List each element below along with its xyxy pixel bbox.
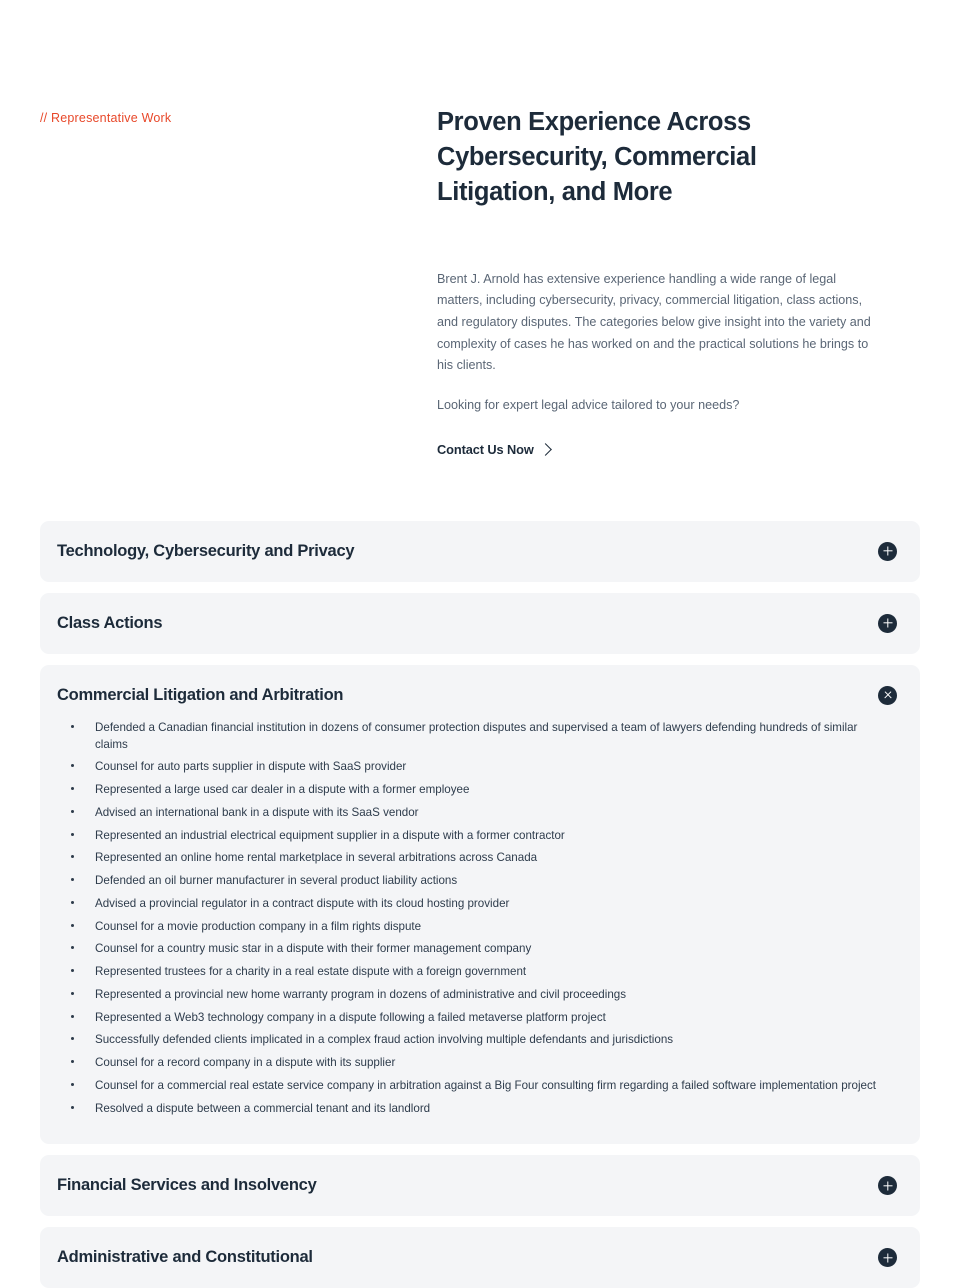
plus-icon[interactable] bbox=[878, 1248, 897, 1267]
accordion-title: Class Actions bbox=[57, 614, 162, 633]
list-item: Advised an international bank in a dispute with its SaaS vendor bbox=[57, 804, 890, 821]
intro-left-column bbox=[40, 105, 437, 459]
accordion-header[interactable] bbox=[40, 593, 920, 654]
page-title: Proven Experience Across Cybersecurity, Commercial Litigation, and More bbox=[437, 105, 867, 211]
list-item: Defended a Canadian financial institution in dozens of consumer protection disputes and supervised a team of lawyers defending hundreds of similar claims bbox=[57, 719, 890, 753]
close-icon[interactable] bbox=[878, 686, 897, 705]
accordion-item-financial-services-and-insolvency[interactable] bbox=[40, 1155, 920, 1216]
list-item: Successfully defended clients implicated in a complex fraud action involving multiple defendants and jurisdictions bbox=[57, 1031, 890, 1048]
contact-us-now-button[interactable] bbox=[437, 442, 550, 457]
case-list bbox=[57, 719, 890, 1117]
list-item: Counsel for a country music star in a dispute with their former management company bbox=[57, 940, 890, 957]
contact-us-now-label: Contact Us Now bbox=[437, 442, 534, 457]
accordion-header[interactable] bbox=[40, 665, 920, 719]
accordion-title: Administrative and Constitutional bbox=[57, 1248, 313, 1267]
plus-icon[interactable] bbox=[878, 542, 897, 561]
intro-right-column bbox=[437, 105, 920, 459]
list-item: Counsel for a movie production company in a film rights dispute bbox=[57, 918, 890, 935]
accordion-item-commercial-litigation-and-arbitration[interactable] bbox=[40, 665, 920, 1145]
list-item: Represented a large used car dealer in a dispute with a former employee bbox=[57, 781, 890, 798]
accordion-item-administrative-and-constitutional[interactable] bbox=[40, 1227, 920, 1288]
accordion-header[interactable] bbox=[40, 1155, 920, 1216]
list-item: Counsel for a commercial real estate service company in arbitration against a Big Four consulting firm regarding a failed software implementation project bbox=[57, 1077, 890, 1094]
intro-paragraph-1: Brent J. Arnold has extensive experience handling a wide range of legal matters, including cybersecurity, privacy, commercial litigation, class actions, and regulatory disputes. The categories below give insight into the variety and complexity of cases he has worked on and the practical solutions he brings to his clients. bbox=[437, 269, 880, 377]
plus-icon[interactable] bbox=[878, 1176, 897, 1195]
accordion-item-technology-cybersecurity-and-privacy[interactable] bbox=[40, 521, 920, 582]
list-item: Defended an oil burner manufacturer in several product liability actions bbox=[57, 872, 890, 889]
accordion-title: Commercial Litigation and Arbitration bbox=[57, 686, 343, 705]
list-item: Counsel for a record company in a dispute with its supplier bbox=[57, 1054, 890, 1071]
accordion-item-class-actions[interactable] bbox=[40, 593, 920, 654]
accordion-header[interactable] bbox=[40, 1227, 920, 1288]
accordion-header[interactable] bbox=[40, 521, 920, 582]
intro-paragraph-2: Looking for expert legal advice tailored to your needs? bbox=[437, 395, 880, 417]
accordion-title: Financial Services and Insolvency bbox=[57, 1176, 317, 1195]
list-item: Represented a Web3 technology company in a dispute following a failed metaverse platform project bbox=[57, 1009, 890, 1026]
intro-section bbox=[0, 0, 960, 459]
chevron-right-icon bbox=[539, 443, 552, 456]
accordion-title: Technology, Cybersecurity and Privacy bbox=[57, 542, 354, 561]
plus-icon[interactable] bbox=[878, 614, 897, 633]
eyebrow-label: // Representative Work bbox=[40, 111, 437, 125]
list-item: Resolved a dispute between a commercial tenant and its landlord bbox=[57, 1100, 890, 1117]
list-item: Advised a provincial regulator in a contract dispute with its cloud hosting provider bbox=[57, 895, 890, 912]
accordion bbox=[40, 521, 920, 1288]
list-item: Represented a provincial new home warranty program in dozens of administrative and civil proceedings bbox=[57, 986, 890, 1003]
list-item: Represented an industrial electrical equipment supplier in a dispute with a former contractor bbox=[57, 827, 890, 844]
list-item: Represented an online home rental marketplace in several arbitrations across Canada bbox=[57, 849, 890, 866]
accordion-panel bbox=[40, 719, 920, 1145]
list-item: Represented trustees for a charity in a real estate dispute with a foreign government bbox=[57, 963, 890, 980]
list-item: Counsel for auto parts supplier in dispute with SaaS provider bbox=[57, 758, 890, 775]
